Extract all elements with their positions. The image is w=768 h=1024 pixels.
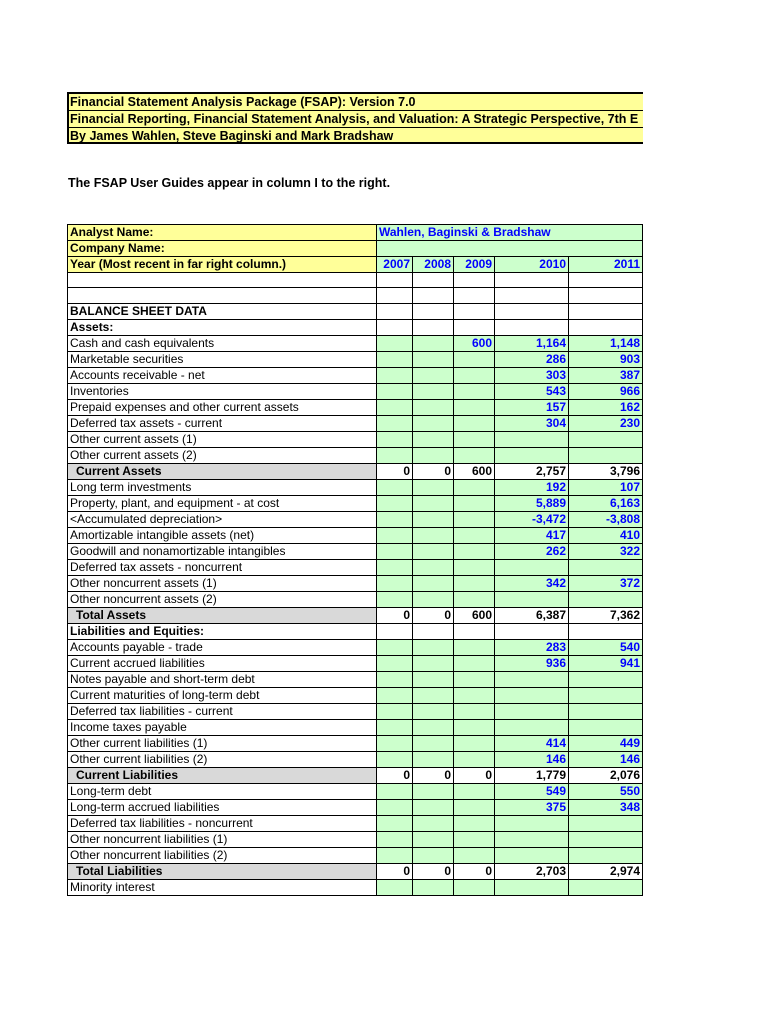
value-cell[interactable] [413,831,454,847]
value-cell[interactable] [454,399,495,415]
line-item-label: Cash and cash equivalents [68,335,377,351]
subtotal-cell: 0 [377,463,413,479]
line-item-row [68,815,643,831]
title-line-1: Financial Statement Analysis Package (FSAP): Version 7.0 [69,94,643,111]
line-item-label: Notes payable and short-term debt [68,671,377,687]
value-cell[interactable] [413,351,454,367]
value-cell[interactable] [413,415,454,431]
value-cell[interactable] [454,671,495,687]
section-title-row [68,303,643,319]
value-cell[interactable]: 449 [569,735,643,751]
value-cell[interactable] [569,847,643,863]
company-input[interactable] [377,241,643,257]
value-cell[interactable]: 157 [495,399,569,415]
value-cell[interactable]: 283 [495,639,569,655]
subtotal-cell: 1,779 [495,767,569,783]
blank-cell [454,288,495,303]
line-item-row [68,575,643,591]
blank-cell [454,273,495,288]
value-cell[interactable] [569,703,643,719]
value-cell[interactable]: 372 [569,575,643,591]
value-cell[interactable] [454,783,495,799]
value-cell[interactable] [413,639,454,655]
line-item-row [68,671,643,687]
subtotal-cell: 3,796 [569,463,643,479]
value-cell[interactable] [413,431,454,447]
value-cell[interactable] [377,335,413,351]
value-cell[interactable] [569,719,643,735]
value-cell[interactable] [377,639,413,655]
value-cell[interactable] [454,831,495,847]
line-item-row [68,703,643,719]
year-label: Year (Most recent in far right column.) [68,257,377,273]
value-cell[interactable] [569,431,643,447]
value-cell[interactable] [413,447,454,463]
line-item-row [68,879,643,895]
line-item-row [68,367,643,383]
line-item-label: Other noncurrent assets (1) [68,575,377,591]
value-cell[interactable] [495,591,569,607]
value-cell[interactable]: 966 [569,383,643,399]
company-label: Company Name: [68,241,377,257]
line-item-row [68,847,643,863]
line-item-label: Income taxes payable [68,719,377,735]
value-cell[interactable] [413,655,454,671]
value-cell[interactable] [377,527,413,543]
subtotal-cell: 0 [454,863,495,879]
value-cell[interactable] [377,575,413,591]
subtotal-cell: 0 [413,463,454,479]
value-cell[interactable]: 1,148 [569,335,643,351]
line-item-row [68,527,643,543]
blank-cell [377,303,413,319]
value-cell[interactable] [454,383,495,399]
line-item-label: Deferred tax liabilities - current [68,703,377,719]
value-cell[interactable]: -3,808 [569,511,643,527]
value-cell[interactable] [377,847,413,863]
value-cell[interactable]: 162 [569,399,643,415]
value-cell[interactable]: 230 [569,415,643,431]
line-item-label: Other noncurrent liabilities (1) [68,831,377,847]
value-cell[interactable] [413,703,454,719]
value-cell[interactable] [413,527,454,543]
line-item-label: Minority interest [68,879,377,895]
value-cell[interactable] [413,335,454,351]
value-cell[interactable]: 5,889 [495,495,569,511]
liabilities-header: Liabilities and Equities: [68,623,377,639]
subtotal-cell: 7,362 [569,607,643,623]
value-cell[interactable] [377,543,413,559]
blank-cell [454,319,495,335]
value-cell[interactable] [377,703,413,719]
blank-cell [377,319,413,335]
value-cell[interactable] [413,847,454,863]
value-cell[interactable] [377,511,413,527]
value-cell[interactable] [454,751,495,767]
year-row [68,257,643,273]
blank-cell [413,303,454,319]
value-cell[interactable] [454,591,495,607]
line-item-label: Deferred tax liabilities - noncurrent [68,815,377,831]
blank-cell [495,303,569,319]
value-cell[interactable] [454,815,495,831]
blank-cell [495,623,569,639]
line-item-row [68,335,643,351]
subtotal-row [68,607,643,623]
line-item-label: Property, plant, and equipment - at cost [68,495,377,511]
value-cell[interactable] [413,671,454,687]
value-cell[interactable]: 375 [495,799,569,815]
value-cell[interactable] [495,447,569,463]
value-cell[interactable] [413,879,454,895]
value-cell[interactable]: 304 [495,415,569,431]
balance-sheet-table [67,224,643,896]
value-cell[interactable]: 322 [569,543,643,559]
blank-cell [454,303,495,319]
value-cell[interactable]: 549 [495,783,569,799]
line-item-label: Marketable securities [68,351,377,367]
line-item-row [68,751,643,767]
value-cell[interactable] [495,431,569,447]
line-item-label: Accounts payable - trade [68,639,377,655]
line-item-label: Other current assets (2) [68,447,377,463]
line-item-label: Other noncurrent assets (2) [68,591,377,607]
line-item-row [68,383,643,399]
blank-cell [569,288,643,303]
value-cell[interactable] [377,799,413,815]
line-item-row [68,719,643,735]
value-cell[interactable] [377,431,413,447]
line-item-label: Goodwill and nonamortizable intangibles [68,543,377,559]
value-cell[interactable] [569,559,643,575]
line-item-row [68,511,643,527]
blank-cell [569,273,643,288]
blank-cell [495,288,569,303]
value-cell[interactable]: 146 [495,751,569,767]
line-item-label: Inventories [68,383,377,399]
value-cell[interactable] [569,815,643,831]
value-cell[interactable] [377,351,413,367]
blank-cell [569,303,643,319]
line-item-label: Other current liabilities (1) [68,735,377,751]
blank-cell [413,319,454,335]
value-cell[interactable] [569,591,643,607]
value-cell[interactable]: 262 [495,543,569,559]
blank-cell [377,623,413,639]
assets-header-row [68,319,643,335]
value-cell[interactable] [413,575,454,591]
value-cell[interactable] [413,479,454,495]
line-item-row [68,431,643,447]
value-cell[interactable] [454,703,495,719]
line-item-label: <Accumulated depreciation> [68,511,377,527]
subtotal-cell: 0 [454,767,495,783]
value-cell[interactable] [495,879,569,895]
user-guide-note: The FSAP User Guides appear in column I to the right. [68,176,391,190]
value-cell[interactable]: 192 [495,479,569,495]
value-cell[interactable] [413,511,454,527]
subtotal-cell: 2,703 [495,863,569,879]
value-cell[interactable] [413,735,454,751]
subtotal-cell: 6,387 [495,607,569,623]
subtotal-cell: 0 [413,767,454,783]
line-item-label: Other noncurrent liabilities (2) [68,847,377,863]
value-cell[interactable]: 543 [495,383,569,399]
value-cell[interactable] [569,831,643,847]
blank-cell [68,288,377,303]
blank-cell [569,623,643,639]
blank-cell [413,288,454,303]
subtotal-cell: 2,757 [495,463,569,479]
line-item-label: Long term investments [68,479,377,495]
value-cell[interactable] [377,783,413,799]
line-item-label: Current Assets [68,463,377,479]
value-cell[interactable] [413,799,454,815]
value-cell[interactable]: 348 [569,799,643,815]
blank-cell [68,273,377,288]
year-cell[interactable]: 2011 [569,257,643,273]
value-cell[interactable] [377,591,413,607]
line-item-label: Total Assets [68,607,377,623]
value-cell[interactable] [413,783,454,799]
year-cell[interactable]: 2009 [454,257,495,273]
line-item-row [68,447,643,463]
value-cell[interactable]: 410 [569,527,643,543]
value-cell[interactable]: 6,163 [569,495,643,511]
value-cell[interactable]: 387 [569,367,643,383]
value-cell[interactable] [495,719,569,735]
value-cell[interactable] [413,687,454,703]
line-item-label: Total Liabilities [68,863,377,879]
line-item-label: Deferred tax assets - noncurrent [68,559,377,575]
subtotal-cell: 0 [413,863,454,879]
value-cell[interactable] [377,559,413,575]
line-item-label: Current accrued liabilities [68,655,377,671]
value-cell[interactable] [377,879,413,895]
value-cell[interactable]: 417 [495,527,569,543]
subtotal-cell: 0 [377,863,413,879]
value-cell[interactable] [495,559,569,575]
line-item-label: Long-term accrued liabilities [68,799,377,815]
value-cell[interactable] [454,431,495,447]
year-cell[interactable]: 2010 [495,257,569,273]
value-cell[interactable] [413,591,454,607]
value-cell[interactable] [495,671,569,687]
line-item-row [68,479,643,495]
value-cell[interactable] [413,559,454,575]
blank-cell [495,273,569,288]
value-cell[interactable] [454,719,495,735]
blank-row [68,273,643,288]
value-cell[interactable]: 303 [495,367,569,383]
subtotal-cell: 600 [454,607,495,623]
value-cell[interactable] [413,815,454,831]
line-item-row [68,415,643,431]
subtotal-cell: 0 [413,607,454,623]
value-cell[interactable] [495,847,569,863]
value-cell[interactable] [377,383,413,399]
value-cell[interactable] [569,447,643,463]
value-cell[interactable] [377,671,413,687]
line-item-row [68,559,643,575]
value-cell[interactable]: 600 [454,335,495,351]
line-item-label: Other current assets (1) [68,431,377,447]
line-item-row [68,783,643,799]
value-cell[interactable] [413,383,454,399]
blank-cell [413,273,454,288]
liabilities-header-row [68,623,643,639]
blank-cell [569,319,643,335]
year-cell[interactable]: 2008 [413,257,454,273]
value-cell[interactable] [495,815,569,831]
value-cell[interactable]: 1,164 [495,335,569,351]
analyst-input[interactable]: Wahlen, Baginski & Bradshaw [377,225,643,241]
value-cell[interactable]: 550 [569,783,643,799]
value-cell[interactable] [495,703,569,719]
subtotal-row [68,767,643,783]
value-cell[interactable] [377,415,413,431]
line-item-label: Current Liabilities [68,767,377,783]
value-cell[interactable] [454,639,495,655]
balance-sheet-title: BALANCE SHEET DATA [68,303,377,319]
line-item-row [68,735,643,751]
value-cell[interactable] [413,719,454,735]
value-cell[interactable]: 342 [495,575,569,591]
value-cell[interactable]: 286 [495,351,569,367]
value-cell[interactable] [454,527,495,543]
value-cell[interactable]: 414 [495,735,569,751]
value-cell[interactable]: 941 [569,655,643,671]
value-cell[interactable]: 107 [569,479,643,495]
line-item-row [68,799,643,815]
line-item-row [68,655,643,671]
value-cell[interactable] [454,655,495,671]
value-cell[interactable] [454,847,495,863]
value-cell[interactable] [454,543,495,559]
value-cell[interactable] [569,687,643,703]
subtotal-cell: 0 [377,607,413,623]
value-cell[interactable]: 146 [569,751,643,767]
value-cell[interactable] [454,415,495,431]
value-cell[interactable] [413,751,454,767]
value-cell[interactable] [454,511,495,527]
subtotal-cell: 2,974 [569,863,643,879]
blank-cell [377,273,413,288]
value-cell[interactable] [569,671,643,687]
subtotal-cell: 600 [454,463,495,479]
value-cell[interactable] [495,687,569,703]
title-block [67,92,643,144]
value-cell[interactable] [377,399,413,415]
assets-header: Assets: [68,319,377,335]
value-cell[interactable] [377,687,413,703]
value-cell[interactable] [377,479,413,495]
blank-row [68,288,643,303]
value-cell[interactable]: 936 [495,655,569,671]
value-cell[interactable] [413,367,454,383]
value-cell[interactable] [377,751,413,767]
subtotal-row [68,863,643,879]
value-cell[interactable] [454,367,495,383]
value-cell[interactable] [454,495,495,511]
value-cell[interactable] [413,399,454,415]
value-cell[interactable] [377,655,413,671]
line-item-row [68,495,643,511]
analyst-row [68,225,643,241]
value-cell[interactable] [454,575,495,591]
title-line-3: By James Wahlen, Steve Baginski and Mark Bradshaw [70,129,394,143]
value-cell[interactable] [454,559,495,575]
analyst-label: Analyst Name: [68,225,377,241]
value-cell[interactable] [377,367,413,383]
value-cell[interactable] [377,447,413,463]
line-item-row [68,399,643,415]
title-line-2: Financial Reporting, Financial Statement Analysis, and Valuation: A Strategic Perspective, 7th E [69,111,643,128]
line-item-row [68,591,643,607]
subtotal-cell: 2,076 [569,767,643,783]
value-cell[interactable] [377,719,413,735]
value-cell[interactable] [495,831,569,847]
subtotal-cell: 0 [377,767,413,783]
blank-cell [413,623,454,639]
value-cell[interactable] [454,447,495,463]
line-item-row [68,687,643,703]
blank-cell [377,288,413,303]
value-cell[interactable] [413,495,454,511]
value-cell[interactable] [569,879,643,895]
value-cell[interactable] [377,815,413,831]
value-cell[interactable] [377,735,413,751]
year-cell[interactable]: 2007 [377,257,413,273]
line-item-label: Deferred tax assets - current [68,415,377,431]
line-item-row [68,543,643,559]
line-item-row [68,831,643,847]
value-cell[interactable] [454,735,495,751]
line-item-label: Long-term debt [68,783,377,799]
value-cell[interactable] [454,687,495,703]
subtotal-row [68,463,643,479]
blank-cell [495,319,569,335]
line-item-label: Amortizable intangible assets (net) [68,527,377,543]
blank-cell [454,623,495,639]
value-cell[interactable] [377,495,413,511]
value-cell[interactable] [413,543,454,559]
line-item-label: Accounts receivable - net [68,367,377,383]
value-cell[interactable]: 540 [569,639,643,655]
line-item-label: Other current liabilities (2) [68,751,377,767]
value-cell[interactable] [454,351,495,367]
value-cell[interactable]: -3,472 [495,511,569,527]
value-cell[interactable] [454,879,495,895]
line-item-label: Prepaid expenses and other current assets [68,399,377,415]
line-item-row [68,639,643,655]
line-item-label: Current maturities of long-term debt [68,687,377,703]
value-cell[interactable]: 903 [569,351,643,367]
line-item-row [68,351,643,367]
company-row [68,241,643,257]
value-cell[interactable] [454,799,495,815]
value-cell[interactable] [377,831,413,847]
value-cell[interactable] [454,479,495,495]
